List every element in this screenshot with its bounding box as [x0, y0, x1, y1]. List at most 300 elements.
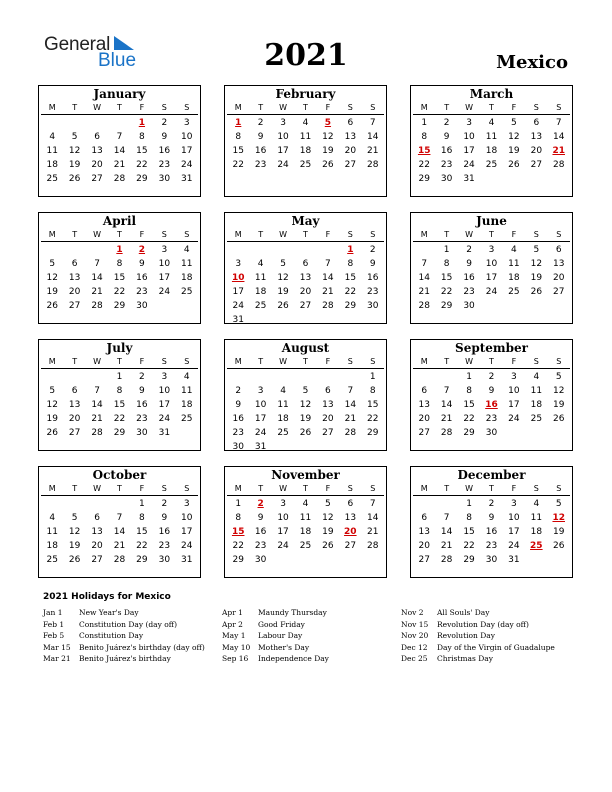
day-cell: 2	[161, 499, 168, 509]
day-cell: 9	[161, 513, 168, 523]
week-row	[413, 384, 570, 398]
month-title: July	[106, 341, 133, 355]
weekday-label: W	[465, 357, 474, 366]
weekday-label: W	[93, 357, 102, 366]
day-cell: 25	[46, 174, 58, 184]
day-cell	[176, 299, 198, 313]
day-cell: 6	[71, 259, 78, 269]
day-cell: 20	[344, 146, 357, 156]
day-cell	[525, 172, 547, 186]
holidays-column	[43, 607, 205, 665]
weekday-label: M	[48, 230, 56, 239]
day-cell	[503, 172, 525, 186]
day-cell: 26	[68, 555, 81, 565]
day-cell: 17	[254, 414, 267, 424]
holiday-name: Day of the Virgin of Guadalupe	[437, 642, 555, 652]
weekday-label: W	[465, 103, 474, 112]
day-cell: 9	[466, 259, 472, 269]
holiday-name: Benito Juárez's birthday	[79, 654, 171, 663]
week-row	[227, 412, 384, 426]
day-cell: 3	[511, 499, 517, 509]
day-cell: 22	[113, 414, 126, 424]
day-cell: 27	[322, 428, 334, 438]
day-cell: 23	[485, 541, 498, 551]
holiday-day-cell: 21	[552, 146, 565, 156]
day-cell: 13	[418, 527, 430, 537]
holiday-day-cell: 15	[231, 527, 245, 537]
day-cell: 23	[232, 428, 244, 438]
day-cell: 11	[181, 386, 193, 396]
day-cell: 19	[46, 287, 58, 297]
holiday-day-cell: 15	[417, 146, 431, 156]
week-row	[227, 144, 384, 158]
day-cell: 26	[508, 160, 520, 170]
day-cell: 30	[232, 442, 244, 452]
day-cell: 18	[46, 541, 58, 551]
day-cell: 22	[367, 414, 379, 424]
weekday-header	[41, 355, 198, 369]
weekday-label: T	[258, 484, 264, 493]
day-cell: 11	[46, 146, 58, 156]
week-row	[41, 116, 198, 130]
day-cell: 26	[322, 160, 334, 170]
day-cell: 2	[139, 372, 145, 382]
weekday-header	[413, 355, 570, 369]
day-cell	[176, 426, 198, 440]
month-title: June	[476, 214, 507, 228]
weekday-label: F	[139, 103, 145, 112]
weekday-label: S	[161, 357, 167, 366]
holiday-date: Mar 21	[43, 654, 71, 663]
weekday-label: S	[184, 357, 190, 366]
holiday-name: Revolution Day (day off)	[437, 619, 529, 629]
holiday-date: May 1	[222, 631, 246, 640]
day-cell: 23	[367, 287, 379, 297]
day-cell: 23	[254, 160, 267, 170]
day-cell	[63, 243, 85, 257]
day-cell: 14	[553, 132, 565, 142]
day-cell: 17	[277, 146, 289, 156]
day-cell: 10	[277, 513, 289, 523]
day-cell: 24	[277, 160, 289, 170]
day-cell: 11	[299, 132, 312, 142]
week-row	[41, 525, 198, 539]
day-cell: 23	[463, 287, 475, 297]
day-cell: 10	[463, 132, 475, 142]
day-cell: 24	[463, 160, 475, 170]
holiday-entry	[43, 653, 205, 665]
weekday-label: F	[511, 484, 517, 493]
day-cell: 19	[68, 541, 81, 551]
week-row	[227, 384, 384, 398]
day-cell: 31	[254, 442, 267, 452]
weekday-header	[227, 228, 384, 242]
day-cell: 8	[116, 386, 123, 396]
weekday-label: S	[533, 484, 539, 493]
week-row	[41, 426, 198, 440]
day-cell: 8	[235, 513, 242, 523]
day-cell: 11	[530, 513, 543, 523]
week-row	[41, 511, 198, 525]
weekday-label: M	[234, 230, 242, 239]
day-cell: 17	[508, 400, 520, 410]
day-cell: 9	[161, 132, 168, 142]
day-cell: 20	[418, 414, 430, 424]
day-cell: 10	[181, 513, 193, 523]
day-cell: 13	[68, 400, 81, 410]
day-cell: 1	[466, 372, 472, 382]
month-title: May	[291, 214, 320, 228]
day-cell	[41, 243, 63, 257]
day-cell: 13	[418, 400, 430, 410]
weekday-label: T	[72, 484, 78, 493]
day-cell: 9	[257, 132, 264, 142]
day-cell: 13	[344, 513, 357, 523]
day-cell: 20	[322, 414, 334, 424]
day-cell: 18	[46, 160, 58, 170]
day-cell: 7	[94, 386, 100, 396]
week-row	[227, 299, 384, 313]
holiday-entry	[222, 642, 329, 654]
week-row	[227, 243, 384, 257]
day-cell: 25	[299, 541, 312, 551]
holiday-name: Independence Day	[258, 654, 329, 663]
day-cell: 17	[485, 273, 498, 283]
holiday-date: Jan 1	[43, 608, 63, 617]
holiday-date: Mar 15	[43, 642, 71, 652]
week-row	[41, 384, 198, 398]
day-cell: 29	[113, 301, 126, 311]
month-title: November	[271, 468, 340, 482]
day-cell: 18	[530, 400, 543, 410]
day-cell: 4	[488, 118, 495, 128]
day-cell: 21	[91, 414, 103, 424]
day-cell: 22	[463, 541, 475, 551]
week-row	[227, 130, 384, 144]
week-row	[41, 243, 198, 257]
week-row	[413, 116, 570, 130]
month-november	[224, 466, 387, 578]
weekday-label: M	[420, 103, 428, 112]
day-cell: 25	[254, 301, 267, 311]
weekday-header	[41, 482, 198, 496]
day-cell: 11	[254, 273, 267, 283]
day-cell: 5	[555, 499, 562, 509]
week-row	[41, 257, 198, 271]
weekday-label: S	[161, 484, 167, 493]
day-cell: 17	[508, 527, 520, 537]
day-cell	[227, 243, 249, 257]
day-cell: 6	[94, 132, 100, 142]
month-july	[38, 339, 201, 451]
holiday-date: Sep 16	[222, 654, 249, 663]
day-cell: 5	[533, 245, 540, 255]
day-cell: 16	[158, 146, 171, 156]
weekday-label: T	[489, 357, 494, 366]
day-cell: 18	[299, 527, 312, 537]
weekday-header	[413, 101, 570, 115]
day-cell: 7	[116, 513, 123, 523]
day-cell: 30	[136, 428, 148, 438]
week-row	[413, 257, 570, 271]
holiday-date: May 10	[222, 642, 251, 652]
day-cell: 4	[280, 386, 286, 396]
day-cell	[413, 370, 435, 384]
day-cell	[272, 370, 294, 384]
day-cell: 21	[440, 414, 453, 424]
day-cell	[272, 553, 294, 567]
day-cell: 8	[466, 386, 472, 396]
day-cell: 26	[553, 414, 565, 424]
weekday-label: F	[139, 357, 145, 366]
week-row	[413, 243, 570, 257]
month-december	[410, 466, 573, 578]
day-cell: 25	[508, 287, 520, 297]
day-cell: 28	[344, 428, 357, 438]
week-row	[41, 553, 198, 567]
day-cell: 4	[183, 372, 190, 382]
day-cell: 26	[46, 301, 58, 311]
weekday-header	[413, 228, 570, 242]
day-cell: 12	[553, 386, 565, 396]
holiday-entry	[401, 607, 555, 619]
day-cell: 9	[235, 400, 242, 410]
day-cell: 7	[555, 118, 562, 128]
month-title: October	[92, 468, 147, 482]
day-cell: 30	[485, 555, 498, 565]
weekday-label: S	[533, 230, 539, 239]
day-cell: 17	[232, 287, 244, 297]
day-cell	[503, 426, 525, 440]
weekday-label: M	[234, 484, 242, 493]
day-cell	[272, 440, 294, 454]
day-cell: 15	[136, 146, 148, 156]
day-cell: 8	[139, 132, 145, 142]
day-cell: 10	[277, 132, 289, 142]
day-cell: 23	[440, 160, 453, 170]
day-cell: 21	[322, 287, 334, 297]
holiday-day-cell: 1	[235, 118, 242, 128]
holiday-entry	[401, 642, 555, 654]
day-cell: 28	[553, 160, 565, 170]
day-cell: 23	[158, 541, 171, 551]
day-cell: 2	[369, 245, 376, 255]
day-cell: 28	[440, 428, 453, 438]
week-row	[413, 398, 570, 412]
day-cell: 14	[344, 400, 357, 410]
holiday-name: Good Friday	[258, 619, 305, 629]
day-cell: 21	[113, 541, 126, 551]
day-cell: 8	[116, 259, 123, 269]
month-title: August	[281, 341, 330, 355]
weekday-header	[227, 355, 384, 369]
day-cell: 6	[533, 118, 540, 128]
day-cell: 26	[68, 174, 81, 184]
weekday-label: T	[258, 230, 264, 239]
day-cell: 12	[508, 132, 520, 142]
holiday-entry	[222, 619, 329, 631]
day-cell	[108, 497, 130, 511]
holiday-entry	[222, 607, 329, 619]
day-cell: 12	[299, 400, 312, 410]
day-cell: 10	[158, 386, 171, 396]
day-cell: 13	[530, 132, 543, 142]
day-cell: 9	[139, 259, 145, 269]
day-cell: 31	[463, 174, 475, 184]
day-cell: 30	[485, 428, 498, 438]
day-cell	[525, 426, 547, 440]
day-cell: 7	[369, 499, 376, 509]
day-cell: 5	[511, 118, 517, 128]
day-cell	[249, 370, 271, 384]
weekday-label: S	[161, 103, 167, 112]
holiday-day-cell: 12	[552, 513, 565, 523]
holiday-date: Dec 25	[401, 654, 428, 663]
day-cell	[294, 440, 316, 454]
week-row	[413, 426, 570, 440]
weekday-label: F	[139, 484, 145, 493]
day-cell: 22	[113, 287, 126, 297]
weekday-label: F	[511, 103, 517, 112]
day-cell	[525, 553, 547, 567]
week-row	[227, 497, 384, 511]
day-cell: 5	[555, 372, 562, 382]
day-cell: 7	[94, 259, 100, 269]
day-cell: 18	[181, 273, 193, 283]
day-cell: 12	[46, 400, 58, 410]
week-row	[41, 299, 198, 313]
day-cell: 1	[139, 499, 145, 509]
week-row	[413, 158, 570, 172]
holiday-name: Benito Juárez's birthday (day off)	[79, 642, 205, 652]
day-cell: 18	[508, 273, 520, 283]
day-cell: 15	[463, 400, 475, 410]
day-cell: 13	[299, 273, 312, 283]
day-cell: 28	[91, 301, 103, 311]
day-cell: 24	[254, 428, 267, 438]
day-cell: 17	[181, 146, 193, 156]
day-cell: 17	[158, 273, 171, 283]
week-row	[413, 299, 570, 313]
day-cell: 19	[553, 400, 565, 410]
day-cell: 21	[367, 527, 379, 537]
weekday-label: T	[117, 230, 122, 239]
day-cell: 2	[466, 245, 472, 255]
day-cell: 15	[232, 146, 244, 156]
day-cell: 2	[488, 499, 495, 509]
day-cell: 30	[158, 174, 171, 184]
day-cell: 27	[418, 428, 430, 438]
day-cell: 6	[71, 386, 78, 396]
weekday-label: T	[258, 103, 264, 112]
day-cell: 13	[553, 259, 565, 269]
day-cell: 4	[533, 372, 540, 382]
day-cell: 8	[235, 132, 242, 142]
day-cell: 11	[508, 259, 520, 269]
day-cell	[525, 299, 547, 313]
day-cell	[294, 243, 316, 257]
day-cell: 13	[68, 273, 81, 283]
holiday-date: Apr 1	[222, 608, 243, 617]
day-cell: 16	[463, 273, 475, 283]
day-cell	[294, 313, 316, 327]
weekday-header	[41, 101, 198, 115]
day-cell: 18	[277, 414, 289, 424]
weekday-label: S	[370, 357, 376, 366]
weekday-label: F	[325, 103, 331, 112]
week-row	[41, 172, 198, 186]
holiday-entry	[222, 630, 329, 642]
weekday-header	[41, 228, 198, 242]
day-cell: 25	[485, 160, 498, 170]
day-cell: 11	[277, 400, 289, 410]
weekday-label: S	[184, 103, 190, 112]
day-cell: 22	[440, 287, 453, 297]
holiday-name: Mother's Day	[258, 642, 310, 652]
day-cell	[249, 243, 271, 257]
day-cell: 24	[181, 541, 193, 551]
week-row	[413, 172, 570, 186]
day-cell: 19	[508, 146, 520, 156]
day-cell: 27	[530, 160, 543, 170]
day-cell: 6	[347, 118, 354, 128]
week-row	[413, 370, 570, 384]
day-cell: 9	[257, 513, 264, 523]
week-row	[413, 539, 570, 553]
day-cell: 31	[508, 555, 520, 565]
week-row	[413, 525, 570, 539]
day-cell: 13	[91, 527, 103, 537]
day-cell	[41, 370, 63, 384]
weekday-label: F	[325, 230, 331, 239]
day-cell: 25	[46, 555, 58, 565]
day-cell: 9	[488, 513, 495, 523]
week-row	[413, 130, 570, 144]
day-cell: 14	[367, 132, 379, 142]
weekday-label: S	[370, 230, 376, 239]
day-cell	[63, 497, 85, 511]
day-cell: 16	[136, 400, 148, 410]
day-cell: 12	[322, 513, 334, 523]
weekday-label: S	[556, 103, 562, 112]
day-cell	[480, 299, 502, 313]
day-cell: 30	[254, 555, 267, 565]
day-cell: 28	[367, 541, 379, 551]
month-march	[410, 85, 573, 197]
day-cell: 12	[68, 527, 81, 537]
day-cell: 3	[161, 245, 168, 255]
day-cell: 9	[443, 132, 450, 142]
day-cell: 4	[302, 118, 309, 128]
holiday-date: Nov 20	[401, 631, 429, 640]
day-cell	[86, 243, 108, 257]
day-cell	[339, 313, 361, 327]
holidays-title: 2021 Holidays for Mexico	[43, 592, 171, 602]
day-cell: 5	[49, 259, 56, 269]
week-row	[41, 285, 198, 299]
day-cell	[153, 299, 175, 313]
day-cell: 22	[232, 541, 244, 551]
day-cell: 28	[440, 555, 453, 565]
day-cell: 2	[235, 386, 242, 396]
holiday-name: Constitution Day (day off)	[79, 619, 178, 629]
month-title: January	[93, 87, 146, 101]
day-cell: 26	[299, 428, 312, 438]
day-cell: 19	[68, 160, 81, 170]
weekday-label: M	[420, 357, 428, 366]
month-june	[410, 212, 573, 324]
weekday-label: T	[72, 357, 78, 366]
